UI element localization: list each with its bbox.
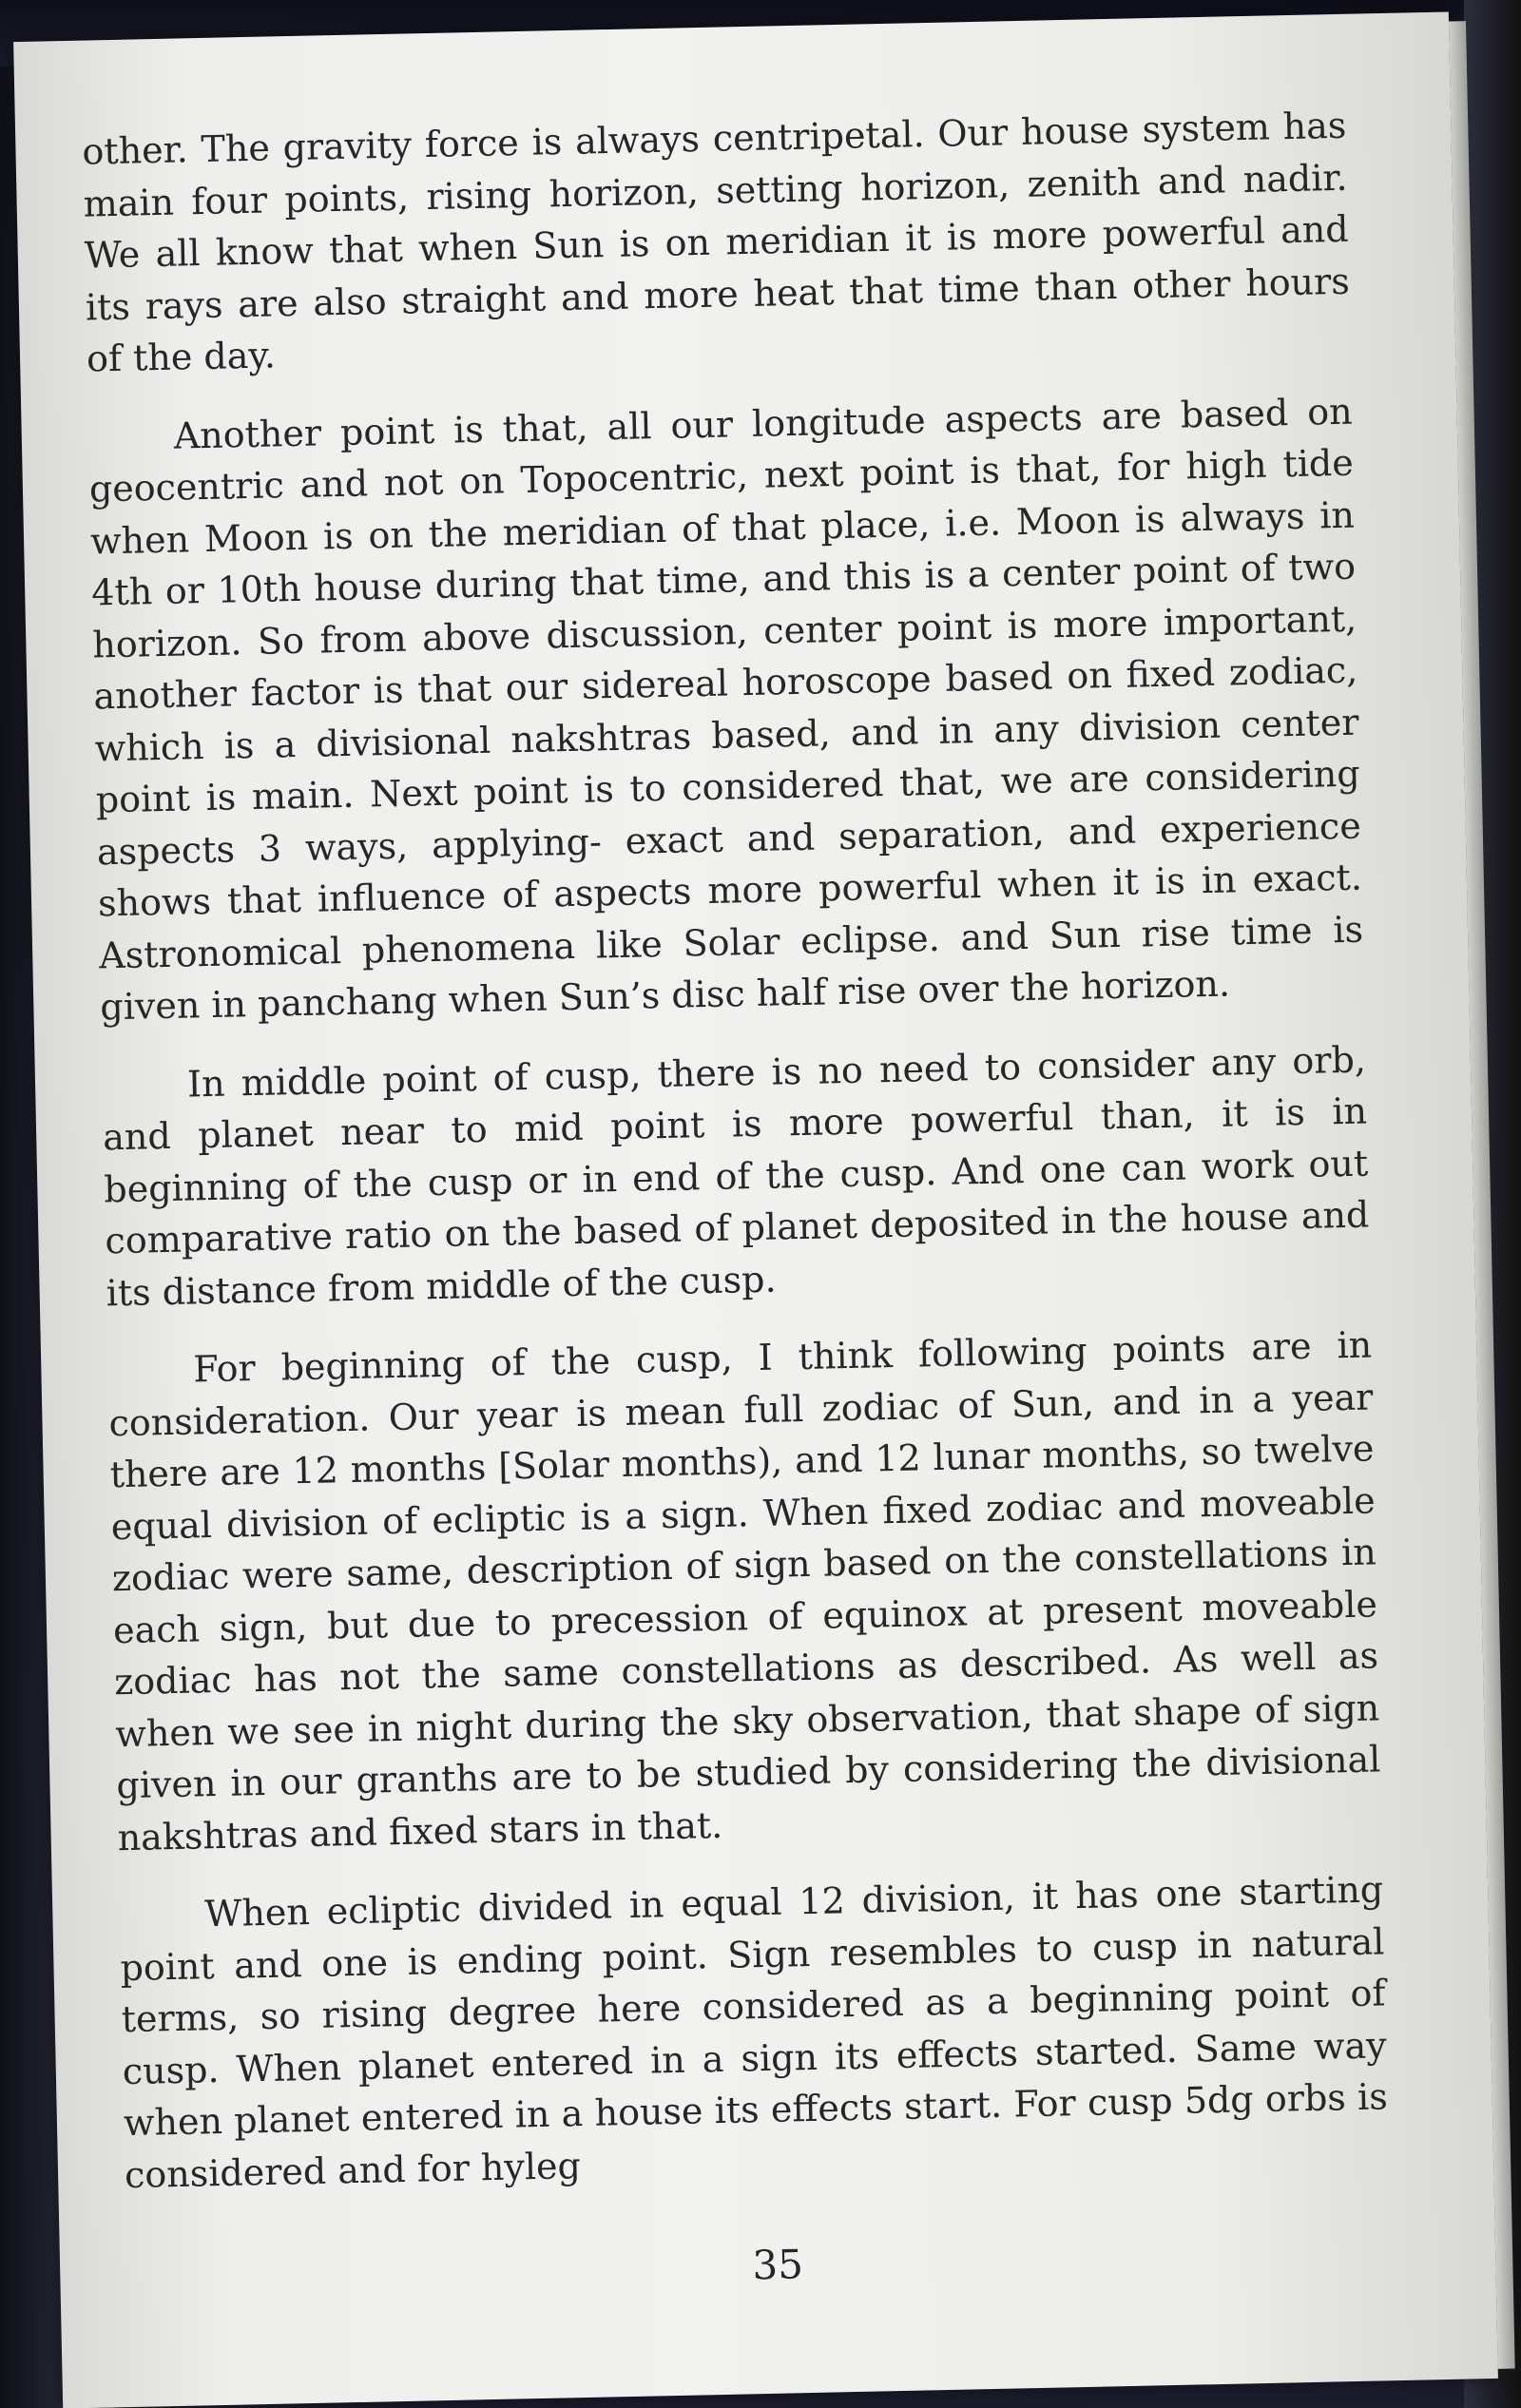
paragraph-4: For beginning of the cusp, I think following points are in consideration. Our year is mean full zodiac of Sun, and in a year there are 12 months [Solar months), and 12 lunar months, so twelve equal division of ecliptic is a sign. When fixed zodiac and moveable zodiac were same, description of sign based on the constellations in each sign, but due to precession of equinox at present moveable zodiac has not the same constellations as described. As well as when we see in night during the sky observation, that shape of sign given in our granths are to be studied by considering the divisional nakshtras and fixed stars in that. bbox=[108, 1323, 1381, 1859]
paragraph-2: Another point is that, all our longitude aspects are based on geocentric and not on Topocentric, next point is that, for high tide when Moon is on the meridian of that place, i.e. Moon is always in 4th or 10th house during that time, and this is a center point of two horizon. So from above discussion, center point is more important, another factor is that our sidereal horoscope based on fixed zodiac, which is a divisional nakshtras based, and in any division center point is main. Next point is to considered that, we are considering aspects 3 ways, applying- exact and separation, and experience shows that influence of aspects more powerful when it is in exact. Astronomical phenomena like Solar eclipse. and Sun rise time is given in panchang when Sun’s disc half rise over the horizon. bbox=[88, 390, 1364, 1029]
book-page bbox=[13, 11, 1498, 2408]
body-text bbox=[82, 100, 1390, 2227]
paragraph-3: In middle point of cusp, there is no need to consider any orb, and planet near to mid point is more powerful than, it is in beginning of the cusp or in end of the cusp. And one can work out comparative ratio on the based of planet deposited in the house and its distance from middle of the cusp. bbox=[102, 1038, 1370, 1314]
paragraph-1: other. The gravity force is always centripetal. Our house system has main four points, rising horizon, setting horizon, zenith and nadir. We all know that when Sun is on meridian it is more powerful and its rays are also straight and more heat that time than other hours of the day. bbox=[82, 104, 1351, 380]
page-number: 35 bbox=[751, 2241, 804, 2289]
paragraph-5: When ecliptic divided in equal 12 division, it has one starting point and one is ending point. Sign resembles to cusp in natural terms, so rising degree here considered as a beginning point of cusp. When planet entered in a sign its effects started. Same way when planet entered in a house its effects start. For cusp 5dg orbs is considered and for hyleg bbox=[120, 1868, 1389, 2196]
